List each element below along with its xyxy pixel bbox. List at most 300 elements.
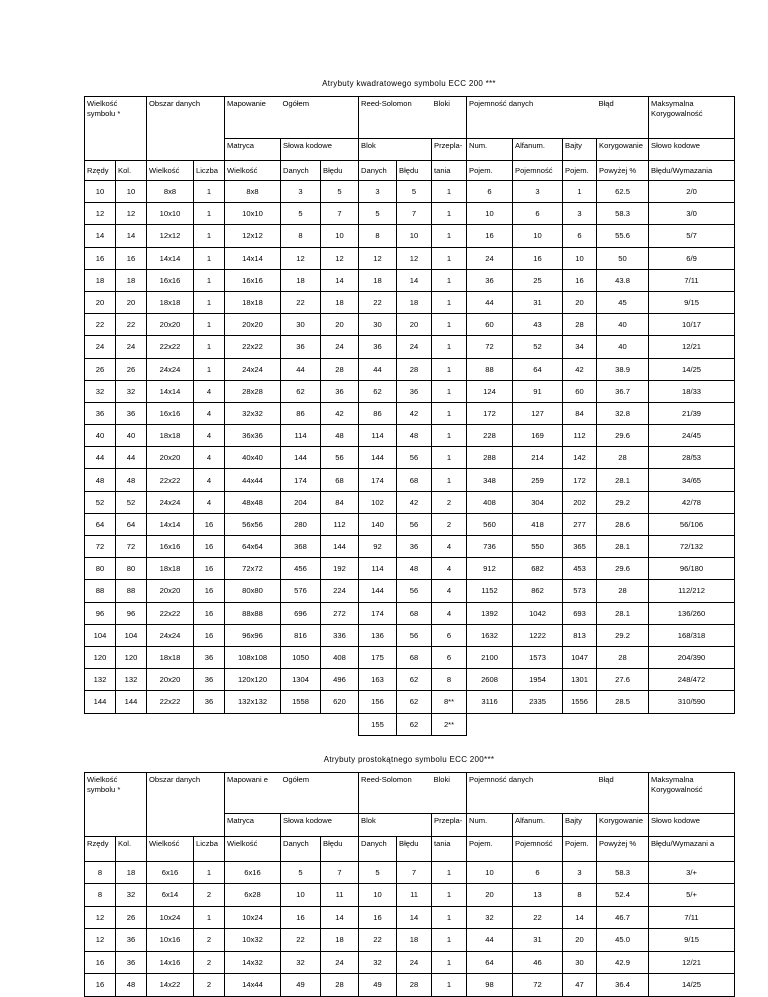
table-cell: 14 — [563, 906, 597, 929]
table-cell: 12/21 — [649, 951, 735, 974]
table-cell: 3 — [563, 861, 597, 884]
table-cell: 24 — [116, 336, 147, 358]
table-cell: 18 — [397, 929, 432, 952]
table-row — [85, 358, 735, 380]
table-row — [85, 425, 735, 447]
table-cell: 144 — [116, 691, 147, 713]
table-cell: 86 — [359, 402, 397, 424]
table-cell: 14 — [397, 269, 432, 291]
t2-hdr-powyzej: Powyżej % — [597, 836, 649, 861]
header-row-3 — [85, 161, 735, 181]
table-cell: 18x18 — [147, 646, 194, 668]
table-cell: 44 — [359, 358, 397, 380]
table-cell: 80 — [116, 558, 147, 580]
table-cell: 30 — [281, 314, 321, 336]
table-cell: 46 — [513, 951, 563, 974]
table1-title: Atrybuty kwadratowego symbolu ECC 200 *** — [322, 79, 496, 88]
t2-hdr-pojemnosc-danych: Pojemność danych — [467, 772, 563, 813]
table-row — [85, 336, 735, 358]
table-cell: 28.1 — [597, 536, 649, 558]
t2-hdr-bloki: Bloki — [432, 772, 467, 813]
table-cell: 16 — [85, 951, 116, 974]
table-cell: 560 — [467, 513, 513, 535]
table-cell: 136 — [359, 624, 397, 646]
hdr-pojem: Pojem. — [467, 161, 513, 181]
table-cell: 36x36 — [225, 425, 281, 447]
table-cell: 108x108 — [225, 646, 281, 668]
hdr-reed-solomon: Reed-Solomon — [359, 97, 432, 139]
table-cell: 42/78 — [649, 491, 735, 513]
table-cell: 36 — [116, 402, 147, 424]
table-cell: 10x10 — [225, 203, 281, 225]
table-cell: 64 — [513, 358, 563, 380]
table-cell: 56 — [397, 513, 432, 535]
table-cell: 144 — [359, 447, 397, 469]
table-cell: 174 — [281, 469, 321, 491]
table-cell: 28 — [397, 974, 432, 997]
table-cell: 48 — [321, 425, 359, 447]
table-cell: 1556 — [563, 691, 597, 713]
table-cell: 368 — [281, 536, 321, 558]
table-cell: 2100 — [467, 646, 513, 668]
t2-hdr-bledu: Błędu — [321, 836, 359, 861]
table-cell: 20 — [397, 314, 432, 336]
table-cell: 202 — [563, 491, 597, 513]
table-cell: 3116 — [467, 691, 513, 713]
table-cell: 4 — [432, 558, 467, 580]
table-cell: 36 — [194, 669, 225, 691]
hdr-blok: Blok — [359, 139, 432, 161]
hdr-pojemnosc: Pojemność — [513, 161, 563, 181]
table-cell: 62 — [359, 380, 397, 402]
table-cell: 16 — [194, 624, 225, 646]
table-cell: 224 — [321, 580, 359, 602]
table-cell: 7 — [321, 203, 359, 225]
hdr-bledu: Błędu — [321, 161, 359, 181]
table-cell: 14 — [85, 225, 116, 247]
table-cell: 8** — [432, 691, 467, 713]
t2-hdr-reed-solomon: Reed-Solomon — [359, 772, 432, 813]
hdr-obszar-danych: Obszar danych — [147, 97, 225, 161]
table-cell: 31 — [513, 929, 563, 952]
table-cell: 14x14 — [147, 513, 194, 535]
table-cell — [116, 713, 147, 735]
table-cell: 16 — [513, 247, 563, 269]
table-cell: 1 — [432, 181, 467, 203]
table-cell: 14x14 — [147, 247, 194, 269]
table-cell: 16 — [194, 602, 225, 624]
table-cell: 2 — [194, 974, 225, 997]
table-cell: 24/45 — [649, 425, 735, 447]
table-cell: 60 — [467, 314, 513, 336]
table-cell: 10 — [359, 884, 397, 907]
table-row — [85, 181, 735, 203]
table-cell: 18/33 — [649, 380, 735, 402]
table-row — [85, 602, 735, 624]
table-cell: 96 — [116, 602, 147, 624]
table-cell: 55.6 — [597, 225, 649, 247]
hdr-liczba: Liczba — [194, 161, 225, 181]
table-cell: 56 — [397, 580, 432, 602]
t2-hdr-przepla: Przepla- — [432, 813, 467, 836]
table-cell: 32 — [116, 884, 147, 907]
table-cell: 1 — [194, 269, 225, 291]
table-cell: 40 — [116, 425, 147, 447]
table-cell: 30 — [563, 951, 597, 974]
table-row — [85, 558, 735, 580]
hdr-alfanum: Alfanum. — [513, 139, 563, 161]
table-cell: 47 — [563, 974, 597, 997]
table-cell: 348 — [467, 469, 513, 491]
table-cell: 31 — [513, 291, 563, 313]
table-cell: 3 — [563, 203, 597, 225]
table-cell: 1 — [194, 861, 225, 884]
table-cell: 18 — [85, 269, 116, 291]
table-cell: 14 — [321, 269, 359, 291]
table-cell: 36 — [281, 336, 321, 358]
table-cell: 172 — [563, 469, 597, 491]
table-cell: 1 — [194, 336, 225, 358]
table-cell: 204/390 — [649, 646, 735, 668]
table-cell: 22x22 — [147, 691, 194, 713]
table-cell: 36.7 — [597, 380, 649, 402]
table-cell: 88 — [85, 580, 116, 602]
table-cell: 28x28 — [225, 380, 281, 402]
table-row — [85, 269, 735, 291]
table-cell: 496 — [321, 669, 359, 691]
hdr-pojemnosc-danych: Pojemność danych — [467, 97, 563, 139]
table-cell: 36 — [194, 646, 225, 668]
table-cell: 1301 — [563, 669, 597, 691]
table-cell: 72 — [85, 536, 116, 558]
table-cell: 12 — [116, 203, 147, 225]
table-cell: 30 — [359, 314, 397, 336]
table-cell: 1 — [194, 247, 225, 269]
table-cell: 144 — [281, 447, 321, 469]
table-cell: 18 — [359, 269, 397, 291]
hdr-danych: Danych — [281, 161, 321, 181]
table-cell: 418 — [513, 513, 563, 535]
table-cell: 11 — [321, 884, 359, 907]
table-cell: 310/590 — [649, 691, 735, 713]
table-cell: 4 — [194, 447, 225, 469]
table-cell: 29.2 — [597, 491, 649, 513]
table-cell: 8 — [85, 861, 116, 884]
table-cell: 34 — [563, 336, 597, 358]
table-cell: 12 — [85, 929, 116, 952]
table-cell: 48x48 — [225, 491, 281, 513]
table-cell: 48 — [397, 558, 432, 580]
table-cell: 11 — [397, 884, 432, 907]
table-cell: 56 — [321, 447, 359, 469]
table-cell — [467, 713, 513, 735]
table-cell: 32 — [359, 951, 397, 974]
table-cell: 24 — [467, 247, 513, 269]
table-row — [85, 580, 735, 602]
table-cell: 453 — [563, 558, 597, 580]
table-cell: 40 — [85, 425, 116, 447]
t2-hdr-rzedy: Rzędy — [85, 836, 116, 861]
table-cell: 26 — [116, 906, 147, 929]
table-cell: 4 — [194, 425, 225, 447]
table-cell: 27.6 — [597, 669, 649, 691]
table-cell: 40x40 — [225, 447, 281, 469]
table-cell: 22 — [359, 929, 397, 952]
table-cell — [649, 713, 735, 735]
table-cell: 1632 — [467, 624, 513, 646]
table-cell: 64 — [116, 513, 147, 535]
table-cell: 736 — [467, 536, 513, 558]
table-cell: 22x22 — [147, 602, 194, 624]
table-row — [85, 906, 735, 929]
table-row — [85, 447, 735, 469]
table-cell: 2335 — [513, 691, 563, 713]
hdr-wielkosc-symbolu: Wielkość symbolu * — [85, 97, 147, 161]
t2-hdr-wielkosc2: Wielkość — [225, 836, 281, 861]
table-cell: 124 — [467, 380, 513, 402]
table-cell — [85, 713, 116, 735]
table-cell: 14x22 — [147, 974, 194, 997]
table-cell: 9/15 — [649, 291, 735, 313]
table-cell: 5/+ — [649, 884, 735, 907]
table-cell — [321, 713, 359, 735]
t2-hdr-alfanum: Alfanum. — [513, 813, 563, 836]
table-cell: 48 — [116, 974, 147, 997]
table2-title: Atrybuty prostokątnego symbolu ECC 200*** — [323, 754, 495, 764]
hdr-num: Num. — [467, 139, 513, 161]
table-row — [85, 669, 735, 691]
table-cell: 1954 — [513, 669, 563, 691]
table-cell: 1392 — [467, 602, 513, 624]
table-cell: 682 — [513, 558, 563, 580]
square-symbol-table — [84, 96, 735, 736]
table-cell: 26 — [85, 358, 116, 380]
table-cell: 38.9 — [597, 358, 649, 380]
table-cell: 18 — [116, 269, 147, 291]
t2-hdr-danych: Danych — [281, 836, 321, 861]
hdr-rzedy: Rzędy — [85, 161, 116, 181]
table-cell: 12x12 — [147, 225, 194, 247]
table-cell: 40 — [597, 336, 649, 358]
table-cell: 10 — [467, 861, 513, 884]
table-cell: 114 — [359, 558, 397, 580]
hdr-korygowanie: Korygowanie — [597, 139, 649, 161]
table-cell: 96x96 — [225, 624, 281, 646]
table-cell: 21/39 — [649, 402, 735, 424]
table-cell: 280 — [281, 513, 321, 535]
hdr-wielkosc2: Wielkość — [225, 161, 281, 181]
table-cell: 12 — [281, 247, 321, 269]
t2-header-row-3 — [85, 836, 735, 861]
table-cell: 12 — [85, 203, 116, 225]
table-cell: 168/318 — [649, 624, 735, 646]
table-row — [85, 951, 735, 974]
table-cell: 10 — [397, 225, 432, 247]
table-cell: 36.4 — [597, 974, 649, 997]
table-cell: 10x16 — [147, 929, 194, 952]
table-cell: 132 — [116, 669, 147, 691]
t2-hdr-bledu-wymazania: Błędu/Wymazani a — [649, 836, 735, 861]
table-cell: 29.2 — [597, 624, 649, 646]
table-cell — [563, 713, 597, 735]
table-cell: 92 — [359, 536, 397, 558]
table-row — [85, 469, 735, 491]
table-cell: 114 — [359, 425, 397, 447]
table-cell: 16 — [563, 269, 597, 291]
table-cell: 5 — [397, 181, 432, 203]
table-cell: 304 — [513, 491, 563, 513]
table-cell: 56/106 — [649, 513, 735, 535]
t2-hdr-slowa-kodowe: Słowa kodowe — [281, 813, 359, 836]
table-cell: 28 — [397, 358, 432, 380]
table-row — [85, 314, 735, 336]
table-cell: 72 — [513, 974, 563, 997]
table-cell: 62.5 — [597, 181, 649, 203]
table-cell: 36 — [85, 402, 116, 424]
table-cell: 104 — [85, 624, 116, 646]
t2-hdr-tania: tania — [432, 836, 467, 861]
table-cell: 259 — [513, 469, 563, 491]
hdr-danych2: Danych — [359, 161, 397, 181]
table-cell: 24 — [85, 336, 116, 358]
table-cell: 1 — [432, 314, 467, 336]
table1-body — [85, 181, 735, 736]
table-cell: 1 — [432, 974, 467, 997]
table-cell: 214 — [513, 447, 563, 469]
hdr-mapowanie: Mapowanie — [225, 97, 281, 139]
table-cell: 44 — [281, 358, 321, 380]
table-cell: 28/53 — [649, 447, 735, 469]
table-cell: 1 — [432, 469, 467, 491]
table-cell: 7 — [397, 203, 432, 225]
table-cell: 24x24 — [147, 491, 194, 513]
table-cell: 56 — [397, 447, 432, 469]
table-cell: 408 — [467, 491, 513, 513]
table-cell: 29.6 — [597, 558, 649, 580]
table-cell: 72 — [116, 536, 147, 558]
table-cell: 62 — [397, 713, 432, 735]
table-cell: 14x14 — [147, 380, 194, 402]
table-cell: 1 — [432, 336, 467, 358]
table-cell: 5 — [281, 203, 321, 225]
table-cell: 44 — [85, 447, 116, 469]
table-cell: 22 — [85, 314, 116, 336]
table-cell: 16 — [281, 906, 321, 929]
table-cell: 42 — [321, 402, 359, 424]
table-cell: 1 — [194, 314, 225, 336]
table-cell: 46.7 — [597, 906, 649, 929]
table-cell: 14/25 — [649, 358, 735, 380]
table-cell: 36 — [397, 380, 432, 402]
table-cell: 72x72 — [225, 558, 281, 580]
table-cell: 64 — [467, 951, 513, 974]
table-row — [85, 513, 735, 535]
table-cell: 4 — [194, 469, 225, 491]
table-cell: 7 — [321, 861, 359, 884]
table-cell: 36 — [321, 380, 359, 402]
table-cell: 156 — [359, 691, 397, 713]
table-cell: 288 — [467, 447, 513, 469]
table-cell: 16 — [194, 536, 225, 558]
table-row — [85, 536, 735, 558]
table-cell: 22x22 — [147, 469, 194, 491]
table-cell: 2 — [432, 491, 467, 513]
table-cell: 6 — [467, 181, 513, 203]
table-cell: 43 — [513, 314, 563, 336]
table-cell: 112/212 — [649, 580, 735, 602]
hdr-ogolem: Ogółem — [281, 97, 359, 139]
table-cell: 20x20 — [225, 314, 281, 336]
table-cell: 192 — [321, 558, 359, 580]
table-cell: 1047 — [563, 646, 597, 668]
table-cell: 172 — [467, 402, 513, 424]
table-cell: 72 — [467, 336, 513, 358]
table-cell: 29.6 — [597, 425, 649, 447]
table-row — [85, 491, 735, 513]
table-cell: 16 — [359, 906, 397, 929]
header-row-1 — [85, 97, 735, 139]
table-cell: 22 — [116, 314, 147, 336]
table-cell: 16 — [467, 225, 513, 247]
t2-header-row-1 — [85, 772, 735, 813]
table-cell: 28 — [321, 358, 359, 380]
table-cell: 20 — [321, 314, 359, 336]
table-cell: 1 — [432, 402, 467, 424]
table-cell: 573 — [563, 580, 597, 602]
table-cell: 96 — [85, 602, 116, 624]
table-cell: 813 — [563, 624, 597, 646]
table-cell: 20 — [563, 291, 597, 313]
table-cell: 16 — [194, 558, 225, 580]
table-cell: 98 — [467, 974, 513, 997]
table-cell: 10 — [467, 203, 513, 225]
table-cell: 42 — [563, 358, 597, 380]
table-cell: 120x120 — [225, 669, 281, 691]
table-cell: 14/25 — [649, 974, 735, 997]
table-cell: 1 — [432, 929, 467, 952]
table-cell: 32 — [85, 380, 116, 402]
table-cell: 24 — [321, 336, 359, 358]
table-cell: 44 — [467, 929, 513, 952]
table-cell: 6 — [432, 624, 467, 646]
table-row — [85, 646, 735, 668]
table-cell: 16x16 — [147, 402, 194, 424]
table-cell: 44x44 — [225, 469, 281, 491]
hdr-matryca: Matryca — [225, 139, 281, 161]
table-cell: 42 — [397, 402, 432, 424]
table-cell: 144 — [321, 536, 359, 558]
table-cell: 18 — [116, 861, 147, 884]
table-cell: 14x14 — [225, 247, 281, 269]
table-cell: 20 — [467, 884, 513, 907]
table-cell: 114 — [281, 425, 321, 447]
table-cell: 64 — [85, 513, 116, 535]
table-cell: 36 — [194, 691, 225, 713]
table-cell: 144 — [359, 580, 397, 602]
table-cell — [225, 713, 281, 735]
table-cell: 24x24 — [147, 624, 194, 646]
table-cell: 24x24 — [225, 358, 281, 380]
table-cell: 8 — [85, 884, 116, 907]
table-cell: 10x24 — [147, 906, 194, 929]
t2-hdr-wielkosc: Wielkość — [147, 836, 194, 861]
table-cell: 816 — [281, 624, 321, 646]
table-cell: 16x16 — [147, 269, 194, 291]
table-cell: 155 — [359, 713, 397, 735]
table-cell: 10 — [281, 884, 321, 907]
table-cell: 174 — [359, 602, 397, 624]
table-cell: 44 — [116, 447, 147, 469]
